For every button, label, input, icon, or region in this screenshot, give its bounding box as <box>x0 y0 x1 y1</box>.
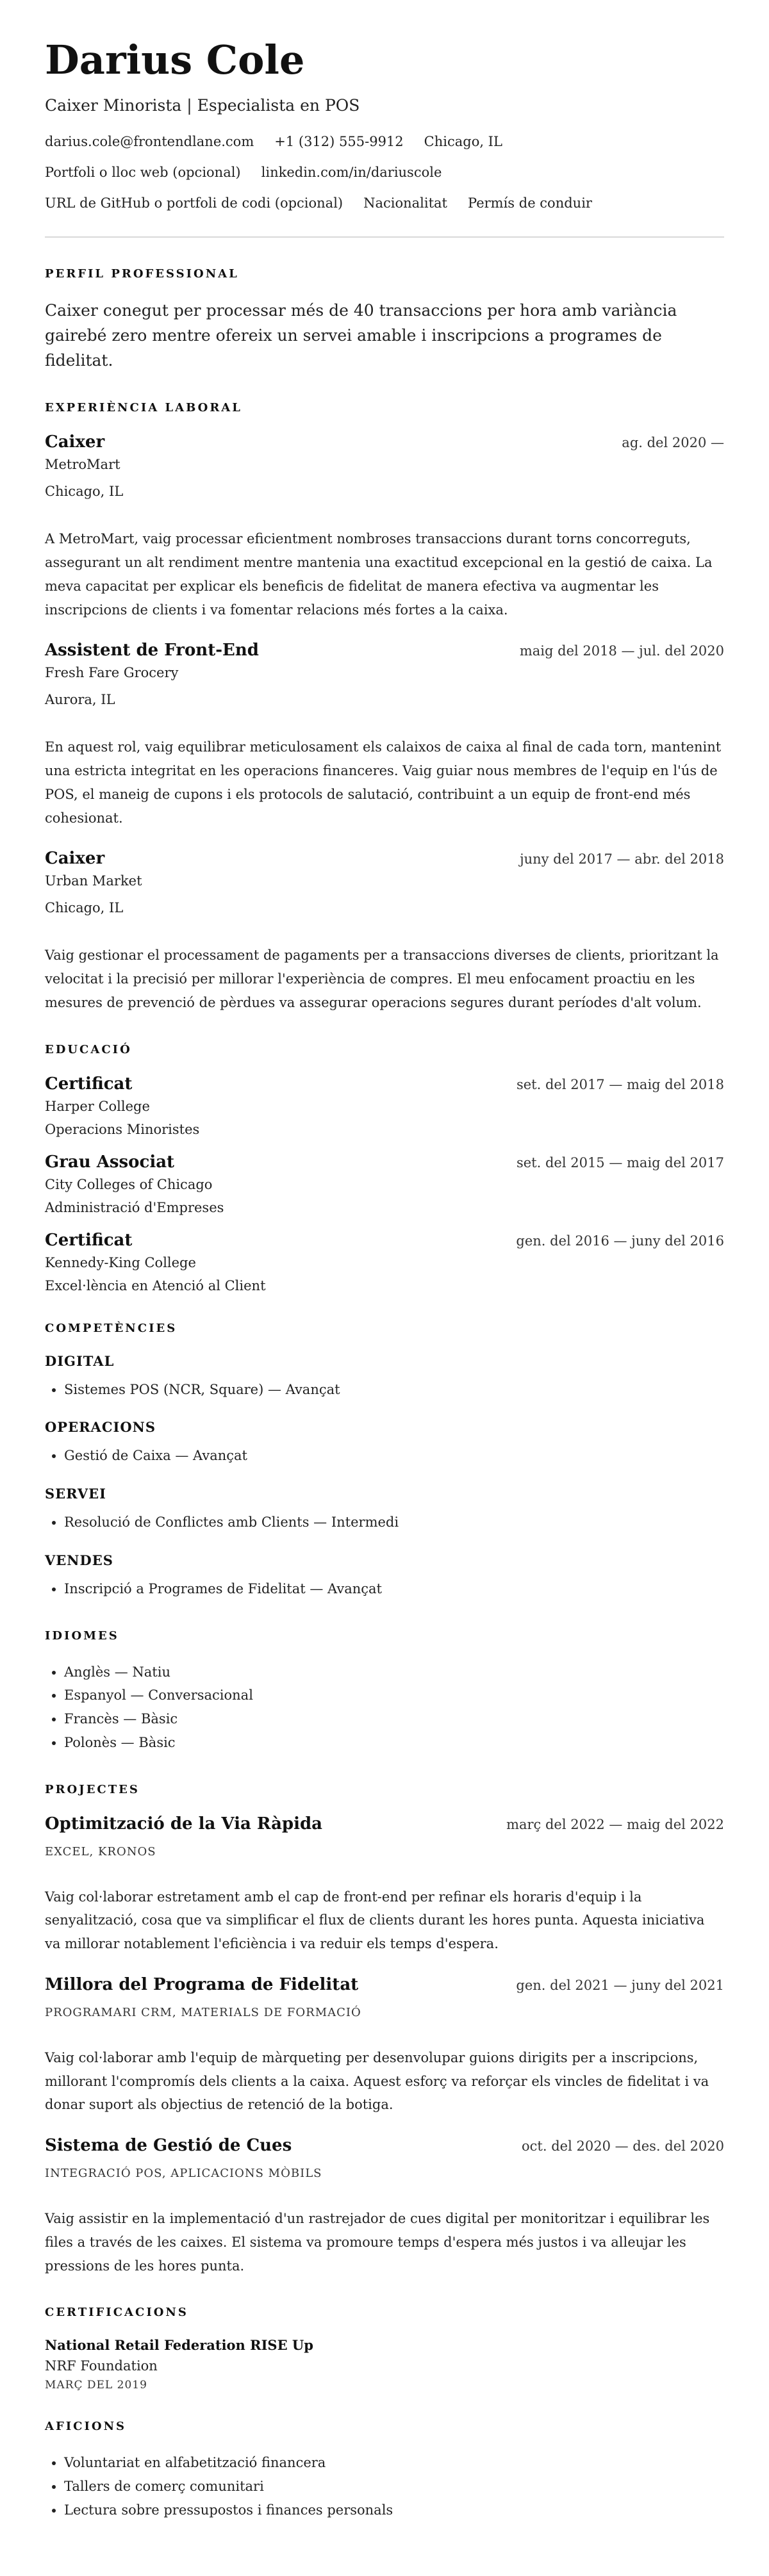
header-divider <box>45 236 724 238</box>
skill-group <box>45 1552 724 1601</box>
education-degree: Certificat <box>45 1074 133 1094</box>
project-date: gen. del 2021 — juny del 2021 <box>516 1977 724 1993</box>
profile-summary: Caixer conegut per processar més de 40 transaccions per hora amb variància gairebé zero mentre ofereix un servei amable i inscripcions a programes de fidelitat. <box>45 301 677 370</box>
education-entry <box>45 1074 724 1137</box>
hobby-list <box>45 2451 724 2522</box>
education-date: gen. del 2016 — juny del 2016 <box>516 1233 724 1249</box>
education-date: set. del 2017 — maig del 2018 <box>516 1076 724 1092</box>
skill-item: • Inscripció a Programes de Fidelitat — Avançat <box>64 1577 724 1601</box>
contact-license: Permís de conduir <box>468 195 592 211</box>
project-entry <box>45 2136 724 2277</box>
project-tags: EXCEL, KRONOS <box>45 1844 156 1858</box>
job-location: Chicago, IL <box>45 900 124 916</box>
candidate-name: Darius Cole <box>45 37 305 83</box>
experience-entry <box>45 432 724 621</box>
project-description: Vaig assistir en la implementació d'un rastrejador de cues digital per monitoritzar i equilibrar les files a través de les caixes. El sistema va promoure temps d'espera més justos i va alleujar les pressions de les hores punta. <box>45 2211 710 2274</box>
skill-group <box>45 1419 724 1468</box>
skill-category: OPERACIONS <box>45 1419 156 1436</box>
certification-name: National Retail Federation RISE Up <box>45 2337 313 2354</box>
education-title: EDUCACIÓ <box>45 1042 132 1056</box>
language-item: • Francès — Bàsic <box>64 1707 724 1731</box>
job-company: Fresh Fare Grocery <box>45 665 179 681</box>
profile-section <box>45 267 724 373</box>
job-role: Assistent de Front-End <box>45 641 259 660</box>
certification-date: MARÇ DEL 2019 <box>45 2379 147 2392</box>
language-list <box>45 1661 724 1755</box>
candidate-headline: Caixer Minorista | Especialista en POS <box>45 96 360 115</box>
languages-section <box>45 1629 724 1755</box>
experience-title: EXPERIÈNCIA LABORAL <box>45 401 242 415</box>
skill-group <box>45 1353 724 1402</box>
skill-list <box>45 1511 724 1534</box>
job-role: Caixer <box>45 849 105 869</box>
contact-row-primary <box>45 134 724 149</box>
skills-section <box>45 1322 724 1601</box>
project-entry <box>45 1975 724 2117</box>
hobbies-section <box>45 2420 724 2522</box>
contact-github[interactable]: URL de GitHub o portfoli de codi (opcional) <box>45 195 343 211</box>
projects-section <box>45 1783 724 2278</box>
certifications-section <box>45 2306 724 2391</box>
projects-title: PROJECTES <box>45 1782 140 1796</box>
language-item: • Espanyol — Conversacional <box>64 1684 724 1707</box>
certifications-title: CERTIFICACIONS <box>45 2306 188 2320</box>
skill-category: VENDES <box>45 1552 113 1568</box>
skill-category: SERVEI <box>45 1486 106 1502</box>
experience-section <box>45 401 724 1014</box>
skill-list <box>45 1577 724 1601</box>
certification-entry <box>45 2337 724 2391</box>
skill-list <box>45 1444 724 1468</box>
project-date: març del 2022 — maig del 2022 <box>506 1816 724 1832</box>
project-name: Millora del Programa de Fidelitat <box>45 1974 359 1994</box>
job-location: Chicago, IL <box>45 484 124 500</box>
education-field: Administració d'Empreses <box>45 1199 224 1215</box>
education-entry <box>45 1153 724 1215</box>
contact-location: Chicago, IL <box>424 134 502 150</box>
project-tags: INTEGRACIÓ POS, APLICACIONS MÒBILS <box>45 2167 322 2181</box>
education-degree: Grau Associat <box>45 1152 175 1172</box>
skill-item: • Gestió de Caixa — Avançat <box>64 1444 724 1468</box>
skill-list <box>45 1378 724 1402</box>
job-description: A MetroMart, vaig processar eficientment nombroses transaccions durant torns concorreguts, assegurant un alt rendiment mentre mantenia una exactitud excepcional en la gestió de caixa. La meva capacitat per explicar els beneficis de fidelitat de manera efectiva va augmentar les inscripcions de clients i va fomentar relacions més fortes a la caixa. <box>45 531 713 618</box>
contact-row-extra <box>45 195 724 211</box>
hobby-item: • Lectura sobre pressupostos i finances personals <box>64 2498 724 2522</box>
language-item: • Anglès — Natiu <box>64 1661 724 1684</box>
hobbies-title: AFICIONS <box>45 2420 127 2434</box>
project-description: Vaig col·laborar amb l'equip de màrqueting per desenvolupar guions dirigits per a inscripcions, millorant l'compromís dels clients a la caixa. Aquest esforç va reforçar els vincles de fidelitat i va donar suport als objectius de retenció de la botiga. <box>45 2049 709 2113</box>
education-section <box>45 1043 724 1293</box>
job-company: Urban Market <box>45 873 142 889</box>
skill-category: DIGITAL <box>45 1352 115 1369</box>
experience-entry <box>45 849 724 1014</box>
skills-title: COMPETÈNCIES <box>45 1321 178 1335</box>
project-date: oct. del 2020 — des. del 2020 <box>522 2138 724 2154</box>
job-company: MetroMart <box>45 457 120 473</box>
skill-group <box>45 1486 724 1534</box>
skill-item: • Sistemes POS (NCR, Square) — Avançat <box>64 1378 724 1402</box>
job-location: Aurora, IL <box>45 692 115 708</box>
contact-phone[interactable]: +1 (312) 555-9912 <box>274 134 404 150</box>
education-school: Kennedy-King College <box>45 1254 196 1270</box>
project-entry <box>45 1814 724 1956</box>
languages-title: IDIOMES <box>45 1628 119 1643</box>
hobby-item: • Tallers de comerç comunitari <box>64 2475 724 2498</box>
contact-nationality: Nacionalitat <box>363 195 448 211</box>
job-date: ag. del 2020 — <box>622 435 724 451</box>
education-field: Operacions Minoristes <box>45 1121 200 1137</box>
project-description: Vaig col·laborar estretament amb el cap de front-end per refinar els horaris d'equip i la senyalització, cosa que va simplificar el flux de clients durant les hores punta. Aquesta iniciativa va millorar notablement l'eficiència i va reduir els temps d'espera. <box>45 1889 705 1952</box>
job-description: Vaig gestionar el processament de pagaments per a transaccions diverses de clients, prioritzant la velocitat i la precisió per millorar l'experiència de compres. El meu enfocament proactiu en les mesures de prevenció de pèrdues va assegurar operacions segures durant períodes d'alt volum. <box>45 948 719 1010</box>
job-date: maig del 2018 — jul. del 2020 <box>519 643 724 659</box>
job-date: juny del 2017 — abr. del 2018 <box>520 851 724 867</box>
job-role: Caixer <box>45 432 105 452</box>
contact-row-links <box>45 165 724 180</box>
education-school: Harper College <box>45 1098 150 1114</box>
education-entry <box>45 1231 724 1293</box>
profile-title: PERFIL PROFESSIONAL <box>45 267 239 281</box>
certification-org: NRF Foundation <box>45 2358 158 2374</box>
education-field: Excel·lència en Atenció al Client <box>45 1277 266 1293</box>
contact-linkedin[interactable]: linkedin.com/in/dariuscole <box>261 165 442 181</box>
contact-portfolio[interactable]: Portfoli o lloc web (opcional) <box>45 165 241 181</box>
project-name: Optimització de la Via Ràpida <box>45 1814 322 1834</box>
contact-email[interactable]: darius.cole@frontendlane.com <box>45 134 254 150</box>
resume-header <box>45 38 724 211</box>
education-degree: Certificat <box>45 1230 133 1250</box>
experience-entry <box>45 641 724 830</box>
language-item: • Polonès — Bàsic <box>64 1731 724 1755</box>
job-description: En aquest rol, vaig equilibrar meticulosament els calaixos de caixa al final de cada torn, mantenint una estricta integritat en les operacions financeres. Vaig guiar nous membres de l'equip en l'ús de POS, el maneig de cupons i els protocols de salutació, contribuint a un equip de front-end més cohesionat. <box>45 739 722 826</box>
project-name: Sistema de Gestió de Cues <box>45 2136 292 2156</box>
project-tags: PROGRAMARI CRM, MATERIALS DE FORMACIÓ <box>45 2005 361 2019</box>
education-date: set. del 2015 — maig del 2017 <box>516 1154 724 1170</box>
skill-item: • Resolució de Conflictes amb Clients — Intermedi <box>64 1511 724 1534</box>
hobby-item: • Voluntariat en alfabetització financera <box>64 2451 724 2475</box>
education-school: City Colleges of Chicago <box>45 1176 213 1192</box>
